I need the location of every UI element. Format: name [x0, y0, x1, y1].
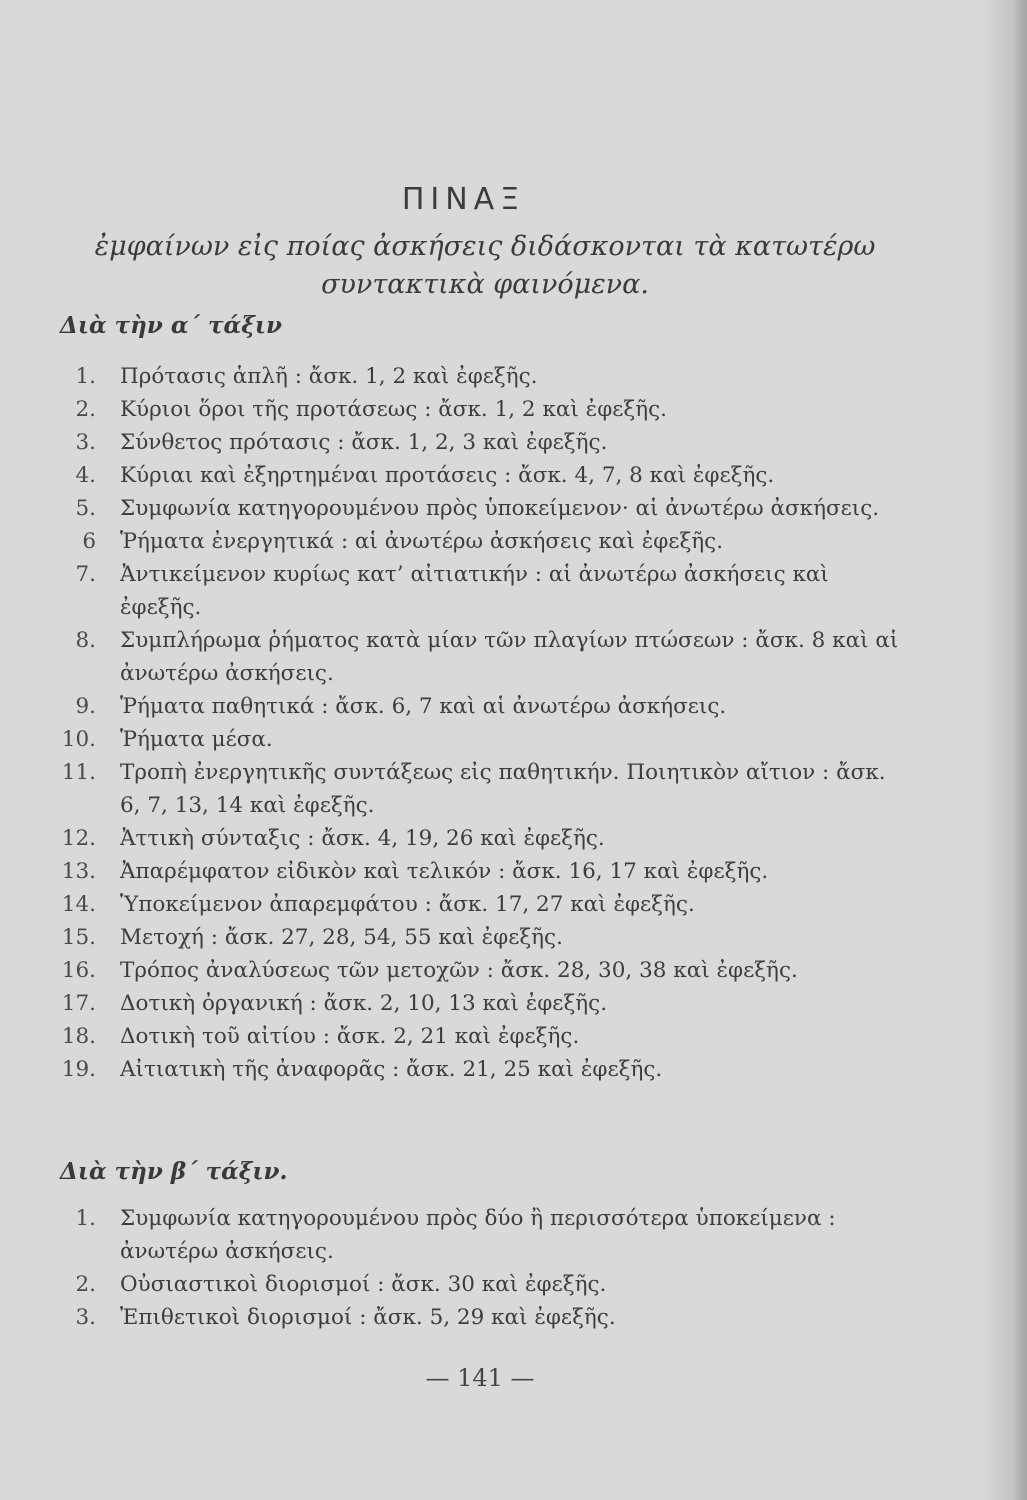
- item-number: 1.: [75, 364, 96, 389]
- list-item: [60, 1020, 900, 1053]
- page-number: — 141 —: [425, 1364, 535, 1392]
- item-text: Ῥήματα μέσα.: [120, 727, 273, 752]
- item-text: Ἀττικὴ σύνταξις : ἄσκ. 4, 19, 26 καὶ ἐφεξῆς.: [120, 826, 605, 851]
- item-number: 18.: [61, 1024, 96, 1049]
- section-a-heading: Διὰ τὴν α΄ τάξιν: [60, 312, 282, 339]
- subtitle-line-2: συντακτικὰ φαινόμενα.: [321, 269, 649, 300]
- list-item: [60, 1301, 900, 1334]
- item-number: 2.: [75, 397, 96, 422]
- list-item: [60, 822, 900, 855]
- list-item: [60, 393, 900, 426]
- list-item: [60, 1202, 900, 1268]
- item-text: Ἀπαρέμφατον εἰδικὸν καὶ τελικόν : ἄσκ. 16, 17 καὶ ἐφεξῆς.: [120, 859, 769, 884]
- item-text: Κύριαι καὶ ἐξηρτημέναι προτάσεις : ἄσκ. 4, 7, 8 καὶ ἐφεξῆς.: [120, 463, 775, 488]
- item-text: Ῥήματα ἐνεργητικά : αἱ ἀνωτέρω ἀσκήσεις καὶ ἐφεξῆς.: [120, 529, 724, 554]
- list-item: [60, 987, 900, 1020]
- item-number: 14.: [61, 892, 96, 917]
- list-item: [60, 459, 900, 492]
- item-number: 10.: [61, 727, 96, 752]
- list-item: [60, 954, 900, 987]
- list-item: [60, 492, 900, 525]
- list-item: [60, 921, 900, 954]
- item-text: Οὐσιαστικοὶ διορισμοί : ἄσκ. 30 καὶ ἐφεξῆς.: [120, 1272, 607, 1297]
- item-text: Ὑποκείμενον ἀπαρεμφάτου : ἄσκ. 17, 27 καὶ ἐφεξῆς.: [120, 892, 695, 917]
- item-text: Συμφωνία κατηγορουμένου πρὸς ὑποκείμενον· αἱ ἀνωτέρω ἀσκήσεις.: [120, 496, 880, 521]
- list-item: [60, 855, 900, 888]
- item-number: 19.: [61, 1057, 96, 1082]
- item-number: 13.: [61, 859, 96, 884]
- list-item: [60, 1053, 900, 1086]
- item-number: 3.: [75, 1305, 96, 1330]
- page-title: ΠΙΝΑΞ: [401, 182, 526, 217]
- item-text: Δοτικὴ ὀργανική : ἄσκ. 2, 10, 13 καὶ ἐφεξῆς.: [120, 991, 608, 1016]
- subtitle-line-1: ἐμφαίνων εἰς ποίας ἀσκήσεις διδάσκονται τὰ κατωτέρω: [94, 231, 876, 262]
- section-b-list: [60, 1202, 900, 1334]
- item-text: Τροπὴ ἐνεργητικῆς συντάξεως εἰς παθητικήν. Ποιητικὸν αἴτιον : ἄσκ. 6, 7, 13, 14 καὶ ἐφεξῆς.: [120, 760, 886, 818]
- item-number: 3.: [75, 430, 96, 455]
- item-number: 4.: [75, 463, 96, 488]
- item-text: Δοτικὴ τοῦ αἰτίου : ἄσκ. 2, 21 καὶ ἐφεξῆς.: [120, 1024, 580, 1049]
- list-item: [60, 525, 900, 558]
- item-text: Ἀντικείμενον κυρίως κατ’ αἰτιατικήν : αἱ ἀνωτέρω ἀσκήσεις καὶ ἐφεξῆς.: [120, 562, 829, 620]
- item-text: Πρότασις ἁπλῆ : ἄσκ. 1, 2 καὶ ἐφεξῆς.: [120, 364, 538, 389]
- item-number: 9.: [75, 694, 96, 719]
- item-text: Μετοχή : ἄσκ. 27, 28, 54, 55 καὶ ἐφεξῆς.: [120, 925, 563, 950]
- item-number: 11.: [61, 760, 96, 785]
- item-text: Συμπλήρωμα ῥήματος κατὰ μίαν τῶν πλαγίων πτώσεων : ἄσκ. 8 καὶ αἱ ἀνωτέρω ἀσκήσεις.: [120, 628, 899, 686]
- item-number: 8.: [75, 628, 96, 653]
- item-number: 6: [82, 529, 96, 554]
- list-item: [60, 624, 900, 690]
- item-number: 2.: [75, 1272, 96, 1297]
- item-text: Ἐπιθετικοὶ διορισμοί : ἄσκ. 5, 29 καὶ ἐφεξῆς.: [120, 1305, 616, 1330]
- list-item: [60, 690, 900, 723]
- item-text: Τρόπος ἀναλύσεως τῶν μετοχῶν : ἄσκ. 28, 30, 38 καὶ ἐφεξῆς.: [120, 958, 798, 983]
- item-number: 15.: [61, 925, 96, 950]
- list-item: [60, 1268, 900, 1301]
- list-item: [60, 426, 900, 459]
- list-item: [60, 888, 900, 921]
- list-item: [60, 360, 900, 393]
- section-a-list: [60, 360, 900, 1086]
- item-number: 12.: [61, 826, 96, 851]
- item-text: Ῥήματα παθητικά : ἄσκ. 6, 7 καὶ αἱ ἀνωτέρω ἀσκήσεις.: [120, 694, 727, 719]
- item-number: 17.: [61, 991, 96, 1016]
- item-number: 7.: [75, 562, 96, 587]
- item-text: Αἰτιατικὴ τῆς ἀναφορᾶς : ἄσκ. 21, 25 καὶ ἐφεξῆς.: [120, 1057, 663, 1082]
- item-number: 5.: [75, 496, 96, 521]
- section-b-heading: Διὰ τὴν β΄ τάξιν.: [60, 1158, 288, 1185]
- item-text: Κύριοι ὅροι τῆς προτάσεως : ἄσκ. 1, 2 καὶ ἐφεξῆς.: [120, 397, 667, 422]
- item-number: 16.: [61, 958, 96, 983]
- list-item: [60, 558, 900, 624]
- item-text: Σύνθετος πρότασις : ἄσκ. 1, 2, 3 καὶ ἐφεξῆς.: [120, 430, 608, 455]
- item-number: 1.: [75, 1206, 96, 1231]
- list-item: [60, 723, 900, 756]
- item-text: Συμφωνία κατηγορουμένου πρὸς δύο ἢ περισσότερα ὑποκείμενα : ἀνωτέρω ἀσκήσεις.: [120, 1206, 836, 1264]
- list-item: [60, 756, 900, 822]
- subtitle: [60, 228, 910, 304]
